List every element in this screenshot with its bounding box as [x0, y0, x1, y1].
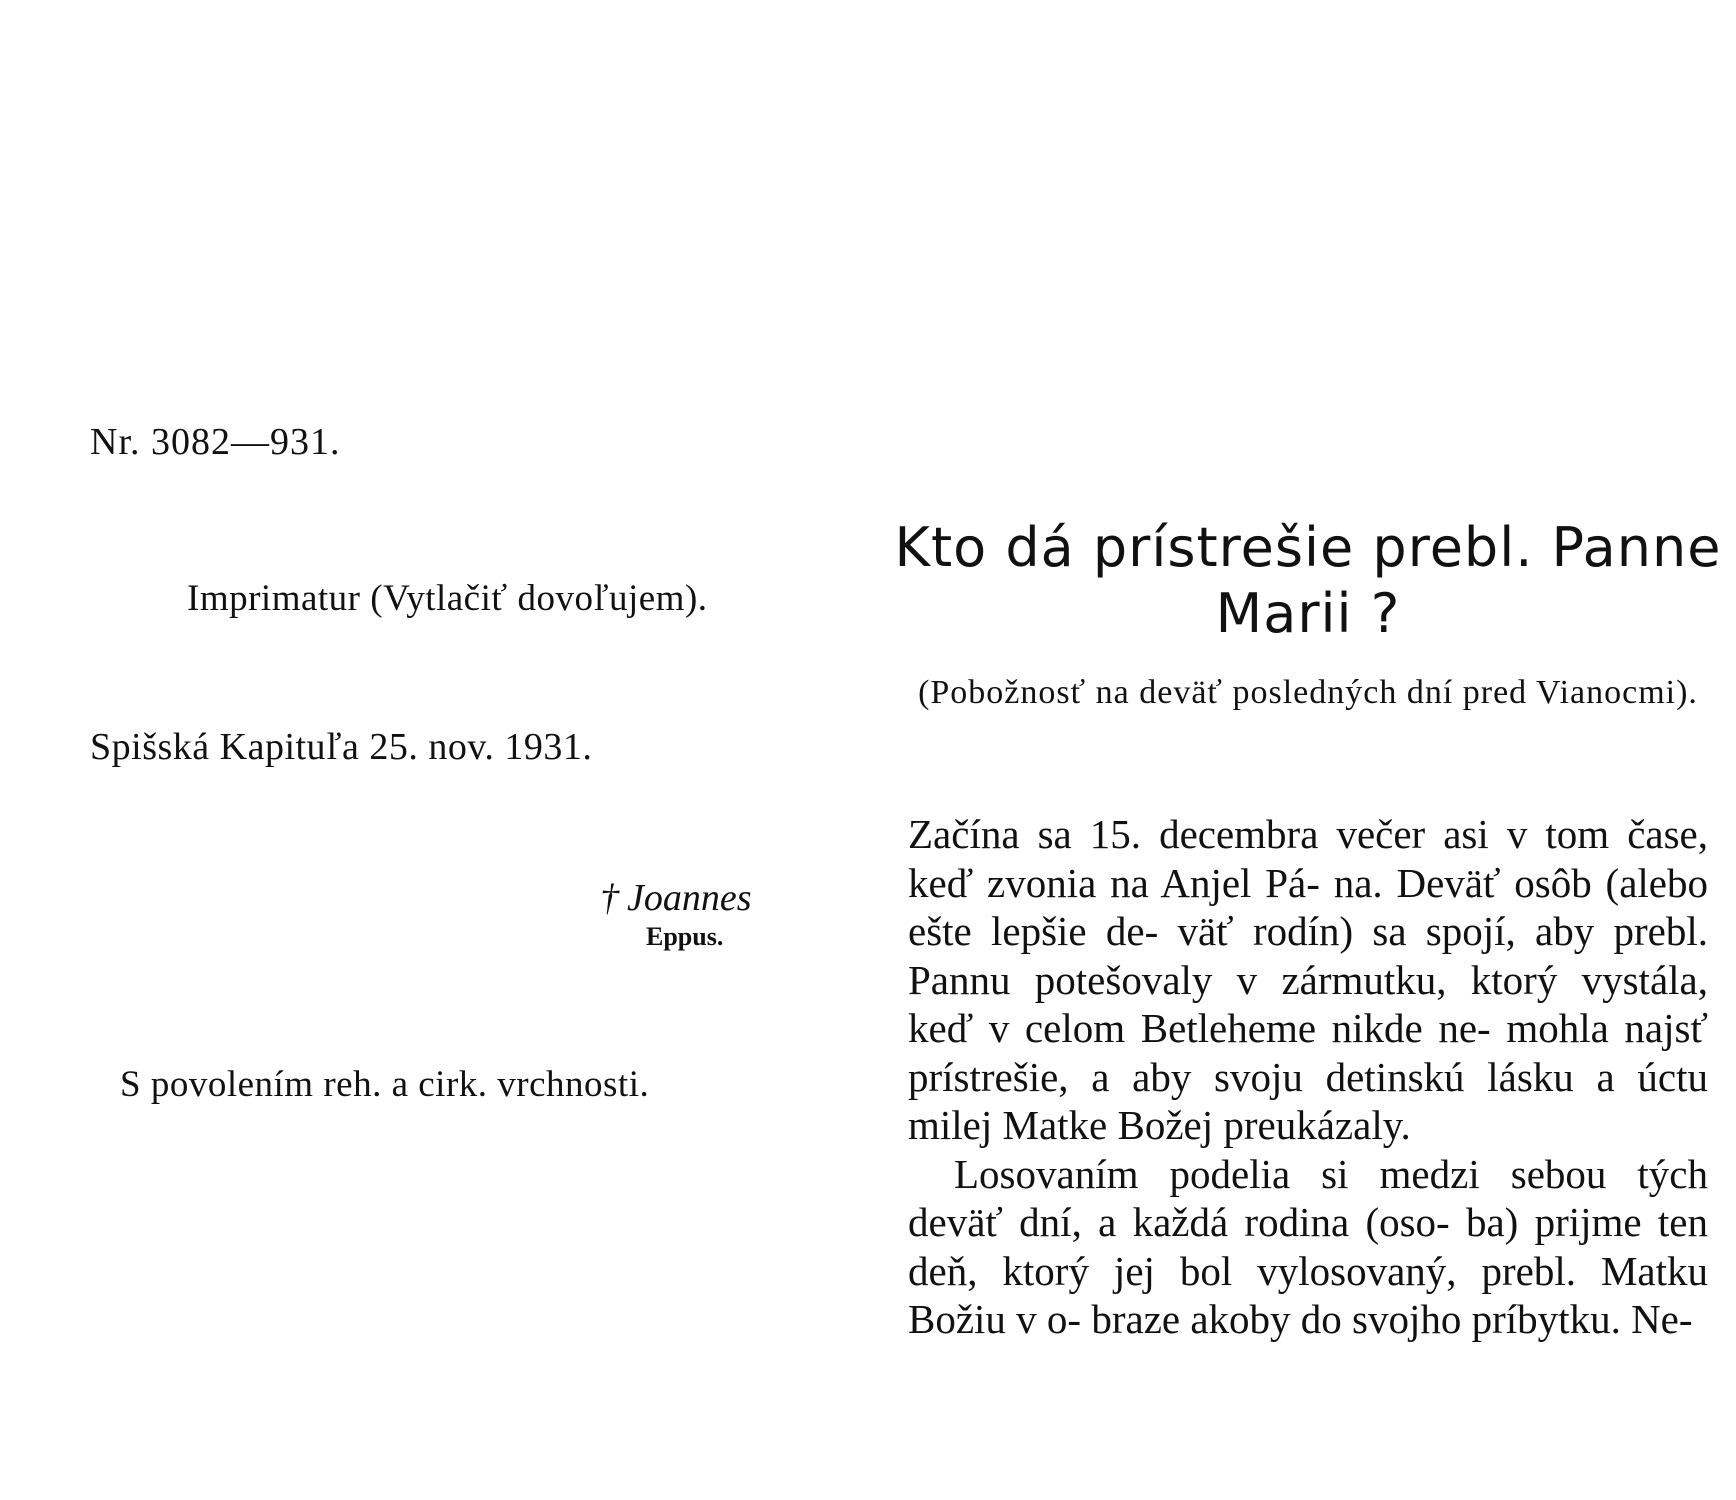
cross-icon: † [600, 877, 619, 919]
page-subtitle: (Pobožnosť na deväť posledných dní pred Vianocmi). [918, 674, 1698, 711]
signature-title: Eppus. [646, 922, 724, 951]
paragraph-1: Začína sa 15. decembra večer asi v tom čase, keď zvonia na Anjel Pá- na. Deväť osôb (alebo ešte lepšie de- väť rodín) sa spojí, aby prebl. Pannu potešovaly v zármutku, ktorý vystála, keď v celom Betleheme nikde ne- mohla najsť prístrešie, a aby svoju detinskú lásku a úctu milej Matke Božej preukázaly. [908, 811, 1708, 1148]
document-number: Nr. 3082—931. [90, 421, 341, 463]
permission-line: S povolením reh. a cirk. vrchnosti. [120, 1064, 650, 1105]
signature-name: Joannes [627, 877, 752, 919]
right-page [880, 0, 1736, 1500]
paragraph-2: Losovaním podelia si medzi sebou tých deväť dní, a každá rodina (oso- ba) prijme ten deň, ktorý jej bol vylosovaný, prebl. Matku Božiu v o- braze akoby do svojho príbytku. Ne- [908, 1150, 1708, 1342]
body-text [908, 810, 1708, 1344]
page-title: Kto dá prístrešie prebl. Panne Marii ? [894, 516, 1722, 645]
bishop-signature [600, 876, 752, 920]
place-date-line: Spišská Kapituľa 25. nov. 1931. [90, 726, 593, 768]
imprimatur-line: Imprimatur (Vytlačiť dovoľujem). [187, 578, 708, 619]
